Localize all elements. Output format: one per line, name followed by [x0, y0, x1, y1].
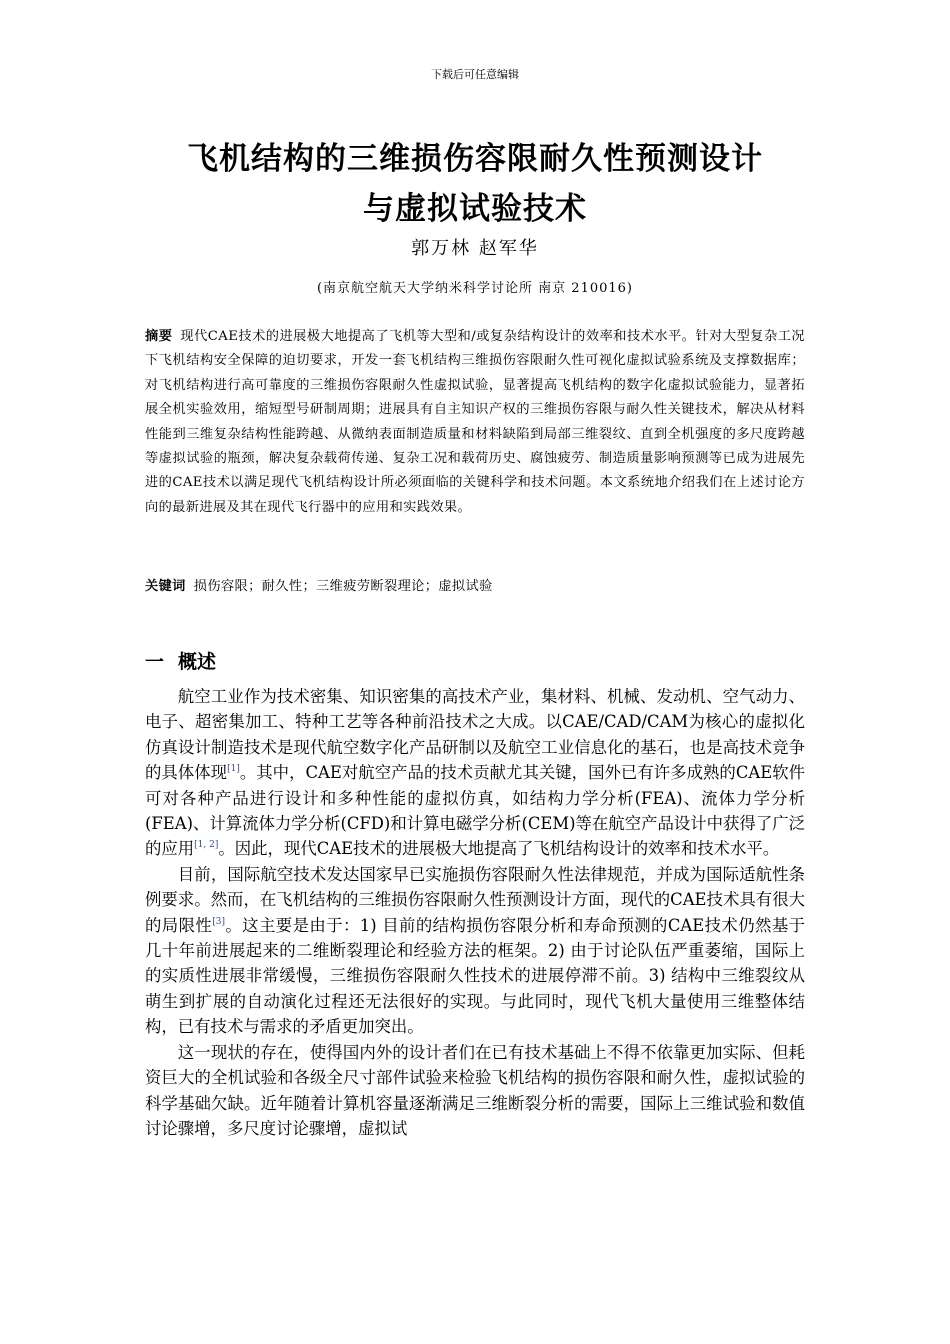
keywords-text: 损伤容限；耐久性；三维疲劳断裂理论；虚拟试验 — [193, 579, 493, 594]
abstract — [145, 325, 805, 520]
header-note: 下载后可任意编辑 — [431, 68, 519, 81]
paragraph-2 — [145, 862, 805, 1040]
paragraph-text: 这一现状的存在，使得国内外的设计者们在已有技术基础上不得不依靠更加实际、但耗资巨大的全机试验和各级全尺寸部件试验来检验飞机结构的损伤容限和耐久性，虚拟试验的科学基础欠缺。近年随着计算机容量逐渐满足三维断裂分析的需要，国际上三维试验和数值讨论骤增，多尺度讨论骤增，虚拟试 — [145, 1042, 805, 1138]
keywords-label: 关键词 — [145, 579, 186, 594]
body-text — [145, 684, 805, 1141]
paragraph-text: 目前，国际航空技术发达国家早已实施损伤容限耐久性法律规范，并成为国际适航性条例要求。然而，在飞机结构的三维损伤容限耐久性预测设计方面，现代的CAE技术具有很大的局限性 — [145, 864, 805, 935]
affiliation: (南京航空航天大学纳米科学讨论所 南京 210016) — [316, 281, 634, 296]
paragraph-1 — [145, 684, 805, 862]
paragraph-text: 。因此，现代CAE技术的进展极大地提高了飞机结构设计的效率和技术水平。 — [218, 839, 780, 859]
citation-ref[interactable]: [1] — [227, 764, 240, 775]
paragraph-text: 。这主要是由于：1) 目前的结构损伤容限分析和寿命预测的CAE技术仍然基于几十年前进展起来的二维断裂理论和经验方法的框架。2) 由于讨论队伍严重萎缩，国际上的实质性进展非常缓慢，三维损伤容限耐久性技术的进展停滞不前。3) 结构中三维裂纹从萌生到扩展的自动演化过程还无法很好的实现。与此同时，现代飞机大量使用三维整体结构，已有技术与需求的矛盾更加突出。 — [145, 915, 806, 1037]
paragraph-text: 航空工业作为技术密集、知识密集的高技术产业，集材料、机械、发动机、空气动力、电子、超密集加工、特种工艺等各种前沿技术之大成。以CAE/CAD/CAM为核心的虚拟化仿真设计制造技术是现代航空数字化产品研制以及航空工业信息化的基石，也是高技术竞争的具体体现 — [145, 687, 805, 783]
keywords — [145, 575, 805, 599]
abstract-text: 现代CAE技术的进展极大地提高了飞机等大型和/或复杂结构设计的效率和技术水平。针对大型复杂工况下飞机结构安全保障的迫切要求，开发一套飞机结构三维损伤容限耐久性可视化虚拟试验系统及支撑数据库；对飞机结构进行高可靠度的三维损伤容限耐久性虚拟试验，显著提高飞机结构的数字化虚拟试验能力，显著拓展全机实验效用，缩短型号研制周期；进展具有自主知识产权的三维损伤容限与耐久性关键技术，解决从材料性能到三维复杂结构性能跨越、从微纳表面制造质量和材料缺陷到局部三维裂纹、直到全机强度的多尺度跨越等虚拟试验的瓶颈，解决复杂载荷传递、复杂工况和载荷历史、腐蚀疲劳、制造质量影响预测等已成为进展先进的CAE技术以满足现代飞机结构设计所必须面临的关键科学和技术问题。本文系统地介绍我们在上述讨论方向的最新进展及其在现代飞行器中的应用和实践效果。 — [145, 329, 805, 515]
paragraph-text: 。其中，CAE对航空产品的技术贡献尤其关键，国外已有许多成熟的CAE软件可对各种产品进行设计和多种性能的虚拟仿真，如结构力学分析(FEA)、流体力学分析(FEA)、计算流体力学分析(CFD)和计算电磁学分析(CEM)等在航空产品设计中获得了广泛的应用 — [145, 763, 806, 859]
paper-title-line-2: 与虚拟试验技术 — [363, 191, 587, 227]
section-heading — [145, 647, 216, 674]
paper-title-line-1: 飞机结构的三维损伤容限耐久性预测设计 — [187, 141, 763, 177]
paragraph-3 — [145, 1040, 805, 1142]
citation-ref[interactable]: [3] — [212, 916, 225, 927]
section-number: 一 — [145, 651, 165, 673]
abstract-label: 摘要 — [145, 329, 173, 344]
authors: 郭万林 赵军华 — [411, 238, 539, 259]
section-title: 概述 — [178, 651, 217, 673]
citation-ref[interactable]: [1, 2] — [194, 840, 219, 851]
